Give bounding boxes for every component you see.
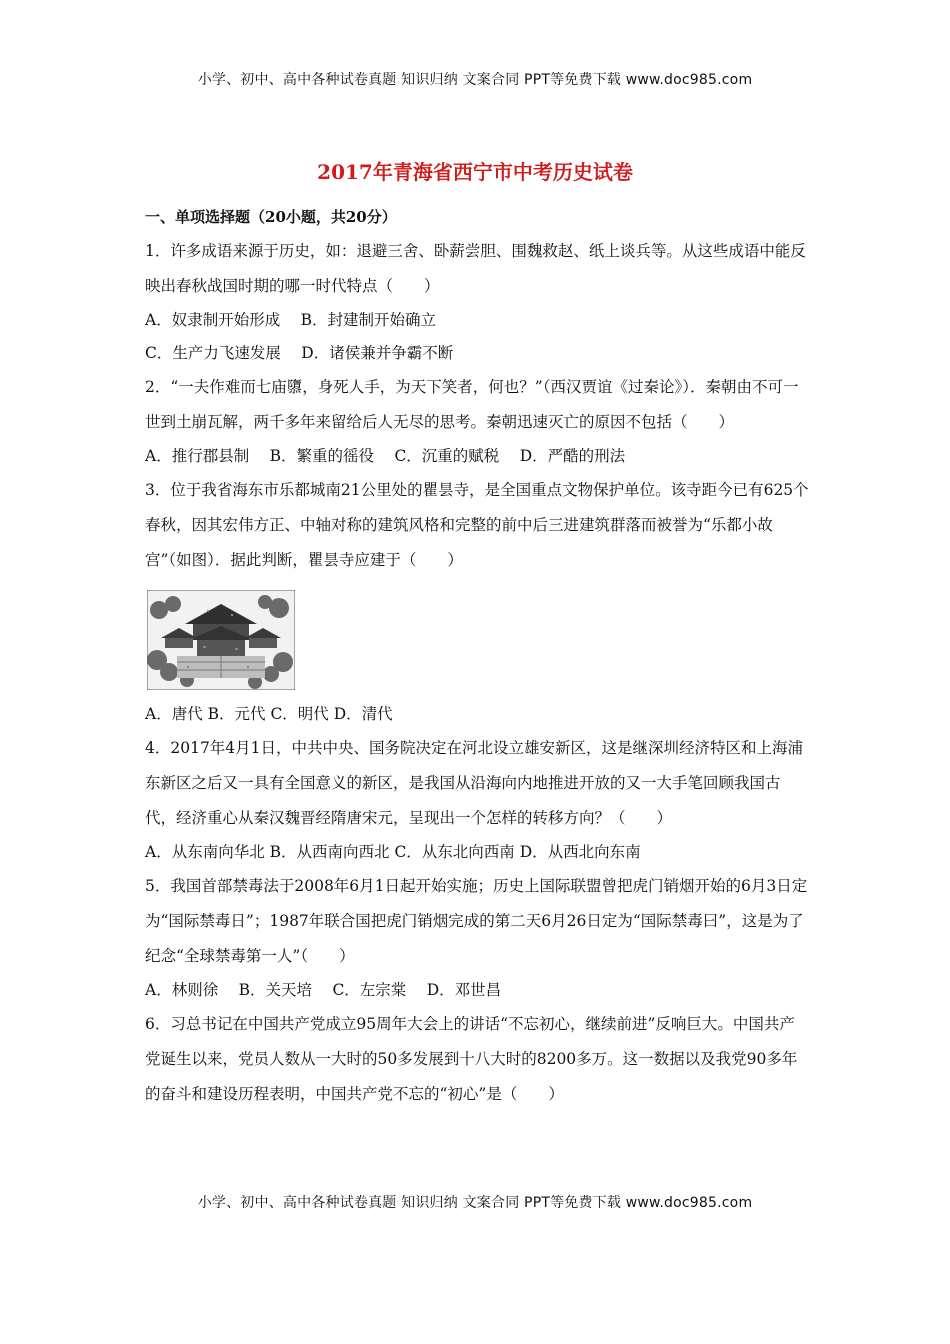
question-4-option-line: A．从东南向华北 B．从西南向西北 C．从东北向西南 D．从西北向东南	[145, 843, 641, 861]
page-footer	[0, 1192, 950, 1212]
header-text: 小学、初中、高中各种试卷真题 知识归纳 文案合同 PPT等免费下载 www.doc985.com	[197, 72, 753, 88]
question-2-option-line: A．推行郡县制 B．繁重的徭役 C．沉重的赋税 D．严酷的刑法	[145, 447, 626, 465]
exam-content	[145, 204, 810, 1112]
temple-photo-icon	[147, 590, 295, 690]
question-5-option-line: A．林则徐 B．关天培 C．左宗棠 D．邓世昌	[145, 981, 502, 999]
question-1-option-line: A．奴隶制开始形成 B．封建制开始确立	[145, 311, 437, 329]
footer-text: 小学、初中、高中各种试卷真题 知识归纳 文案合同 PPT等免费下载 www.doc985.com	[197, 1195, 753, 1211]
question-5-text: 5．我国首部禁毒法于2008年6月1日起开始实施；历史上国际联盟曾把虎门销烟开始的6月3日定为“国际禁毒日”；1987年联合国把虎门销烟完成的第二天6月26日定为“国际禁毒曰”，这是为了纪念“全球禁毒第一人”（ ）	[145, 877, 808, 965]
question-6-text: 6．习总书记在中国共产党成立95周年大会上的讲话“不忘初心，继续前进”反响巨大。中国共产党诞生以来，党员人数从一大时的50多发展到十八大时的8200多万。这一数据以及我党90多年的奋斗和建设历程表明，中国共产党不忘的“初心”是（ ）	[145, 1015, 798, 1103]
question-3-text: 3．位于我省海东市乐都城南21公里处的瞿昙寺，是全国重点文物保护单位。该寺距今已有625个春秋，因其宏伟方正、中轴对称的建筑风格和完整的前中后三进建筑群落而被誉为“乐都小故宫”（如图）．据此判断，瞿昙寺应建于（ ）	[145, 481, 809, 569]
question-4-text: 4．2017年4月1日，中共中央、国务院决定在河北设立雄安新区，这是继深圳经济特区和上海浦东新区之后又一具有全国意义的新区，是我国从沿海向内地推进开放的又一大手笔回顾我国古代，经济重心从秦汉魏晋经隋唐宋元，呈现出一个怎样的转移方向？（ ）	[145, 739, 804, 827]
question-3-option-line: A．唐代 B．元代 C．明代 D．清代	[145, 705, 393, 723]
temple-photo-svg	[147, 590, 295, 690]
section-heading: 一、单项选择题（20小题，共20分）	[145, 208, 397, 226]
question-1-text: 1．许多成语来源于历史，如：退避三舍、卧薪尝胆、围魏救赵、纸上谈兵等。从这些成语中能反映出春秋战国时期的哪一时代特点（ ）	[145, 242, 806, 295]
page-header	[0, 69, 950, 89]
question-2-text: 2．“一夫作难而七庙隳，身死人手，为天下笑者，何也？”（西汉贾谊《过秦论》）．秦朝由不可一世到土崩瓦解，两千多年来留给后人无尽的思考。秦朝迅速灭亡的原因不包括（ ）	[145, 378, 799, 431]
page-title: 2017年青海省西宁市中考历史试卷	[317, 160, 633, 184]
question-1-option-line: C．生产力飞速发展 D．诸侯兼并争霸不断	[145, 344, 454, 362]
